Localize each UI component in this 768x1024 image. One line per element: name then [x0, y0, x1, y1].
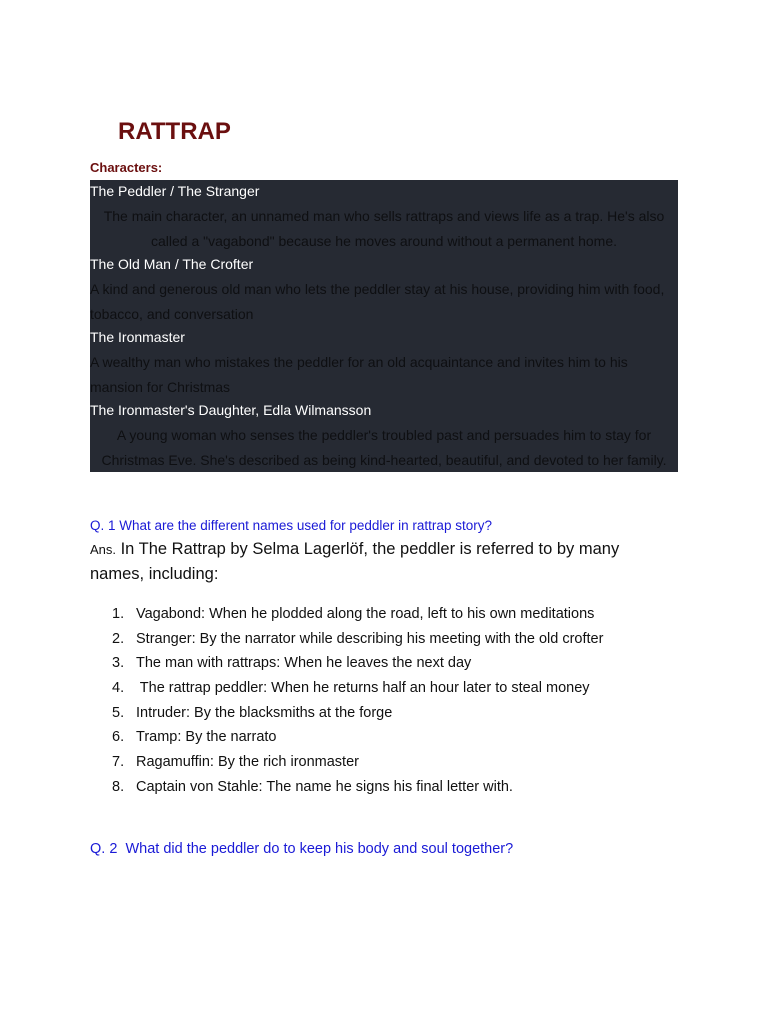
character-name: The Ironmaster's Daughter, Edla Wilmansson	[90, 402, 372, 418]
character-name: The Peddler / The Stranger	[90, 183, 260, 199]
character-name: The Old Man / The Crofter	[90, 256, 254, 272]
list-item	[112, 751, 603, 776]
character-name: The Ironmaster	[90, 329, 185, 345]
characters-label: Characters:	[90, 160, 163, 175]
list-item	[112, 776, 603, 801]
list-text: Ragamuffin: By the rich ironmaster	[136, 754, 359, 771]
question-2: Q. 2 What did the peddler do to keep his body and soul together?	[90, 841, 514, 857]
list-number: 5.	[112, 704, 125, 721]
list-item	[112, 652, 603, 677]
character-description: A kind and generous old man who lets the peddler stay at his house, providing him with food, tobacco, and conversation	[90, 281, 665, 322]
list-text: Tramp: By the narrato	[136, 729, 277, 746]
list-item	[112, 677, 603, 702]
answer-text: In The Rattrap by Selma Lagerlöf, the peddler is referred to by many names, including:	[90, 540, 620, 583]
list-number: 8.	[112, 778, 125, 795]
names-list	[112, 603, 603, 801]
list-text: Captain von Stahle: The name he signs his final letter with.	[136, 778, 513, 795]
list-item	[112, 702, 603, 727]
list-text: Vagabond: When he plodded along the road, left to his own meditations	[136, 606, 595, 622]
answer-label: Ans.	[90, 542, 117, 557]
list-number: 1.	[112, 606, 125, 622]
list-number: 6.	[112, 729, 125, 746]
character-description: A young woman who senses the peddler's troubled past and persuades him to stay for Christmas Eve. She's described as being kind-hearted, beautiful, and devoted to her family.	[101, 427, 667, 468]
list-item	[112, 603, 603, 628]
character-description: The main character, an unnamed man who sells rattraps and views life as a trap. He's also called a "vagabond" because he moves around without a permanent home.	[103, 208, 665, 249]
list-number: 4.	[112, 680, 125, 697]
question-1: Q. 1 What are the different names used for peddler in rattrap story?	[90, 518, 492, 533]
character-description: A wealthy man who mistakes the peddler for an old acquaintance and invites him to his mansion for Christmas	[90, 354, 628, 395]
list-number: 3.	[112, 655, 125, 672]
list-text: Stranger: By the narrator while describing his meeting with the old crofter	[136, 630, 604, 647]
list-item	[112, 628, 603, 653]
answer-1	[90, 537, 650, 586]
characters-block	[90, 180, 678, 472]
list-item	[112, 726, 603, 751]
list-number: 7.	[112, 754, 125, 771]
list-text: Intruder: By the blacksmiths at the forge	[136, 704, 393, 721]
list-text: The rattrap peddler: When he returns half an hour later to steal money	[136, 680, 590, 697]
list-text: The man with rattraps: When he leaves the next day	[136, 655, 472, 672]
list-number: 2.	[112, 630, 125, 647]
page-title: RATTRAP	[118, 118, 231, 145]
